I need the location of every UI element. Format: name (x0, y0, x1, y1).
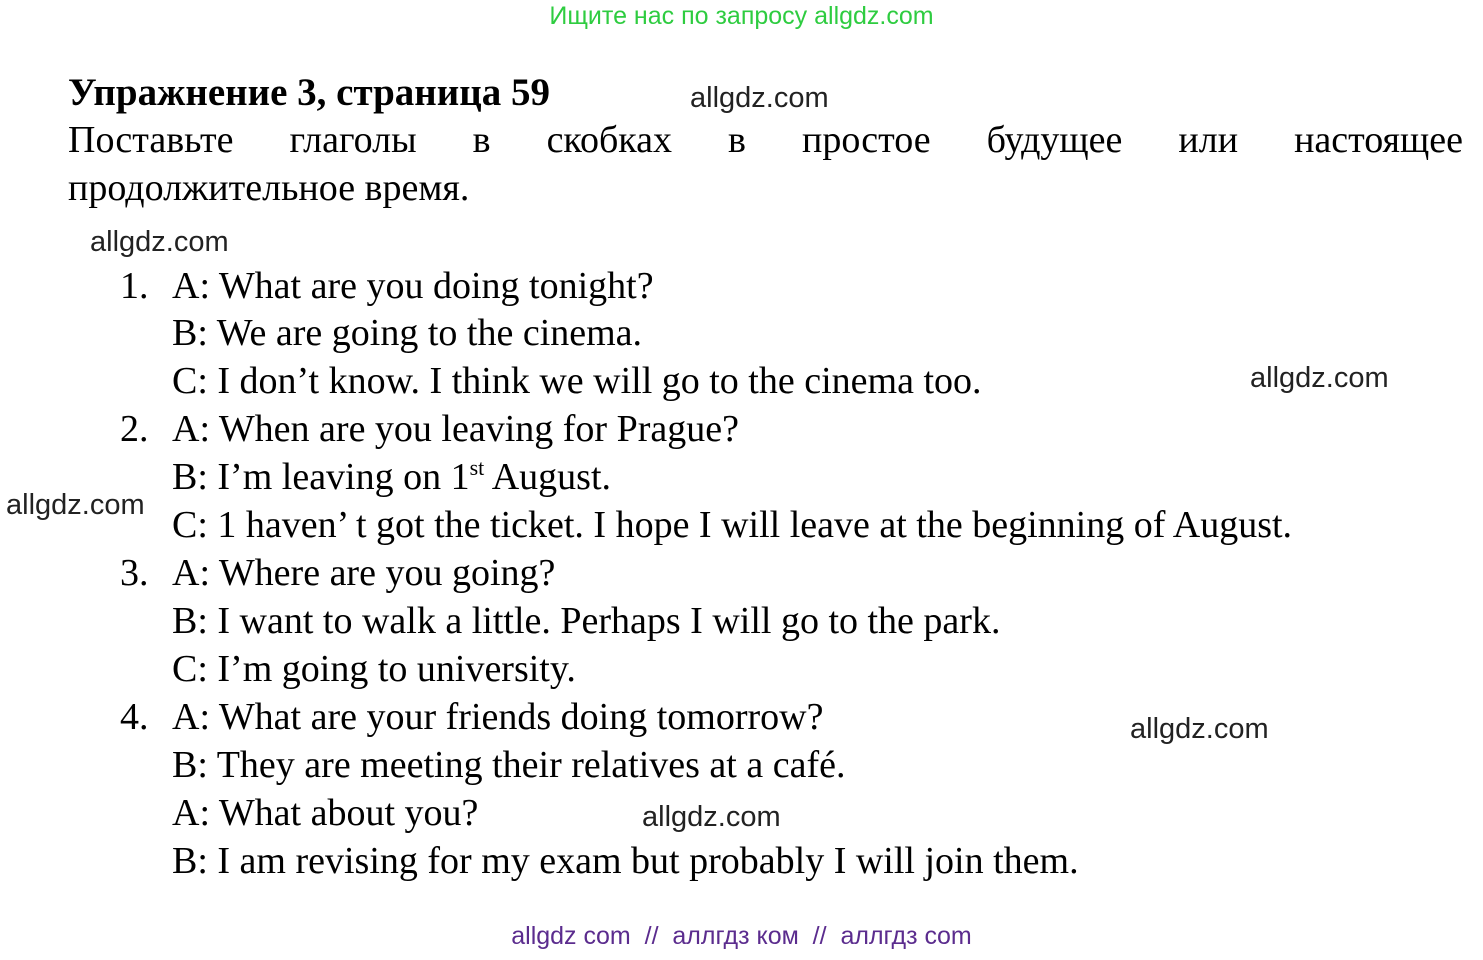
watermark: allgdz.com (1250, 362, 1389, 394)
exercise-title: Упражнение 3, страница 59 (68, 71, 550, 114)
item-number: 1. (120, 265, 149, 307)
dialogue-line-with-date (172, 455, 611, 499)
dialogue-line: B: I am revising for my exam but probably I will join them. (172, 840, 1079, 882)
watermark: allgdz.com (90, 226, 229, 258)
instruction-line-1: Поставьте глаголы в скобках в простое будущее или настоящее (68, 119, 1463, 161)
item-number: 3. (120, 552, 149, 594)
dialogue-line: B: They are meeting their relatives at a café. (172, 744, 846, 786)
footer-links: allgdz com // аллгдз ком // аллгдз com (511, 922, 972, 950)
watermark: allgdz.com (1130, 713, 1269, 745)
item-number: 2. (120, 408, 149, 450)
top-banner: Ищите нас по запросу allgdz.com (549, 2, 934, 30)
ordinal-superscript: st (469, 455, 485, 480)
dialogue-line: B: We are going to the cinema. (172, 312, 643, 354)
watermark: allgdz.com (6, 489, 145, 521)
dialogue-line: A: Where are you going? (172, 552, 556, 594)
item-number: 4. (120, 696, 149, 738)
dialogue-line: A: What are your friends doing tomorrow? (172, 696, 824, 738)
dialogue-line: C: I don’t know. I think we will go to the cinema too. (172, 360, 982, 402)
dialogue-line: B: I want to walk a little. Perhaps I will go to the park. (172, 600, 1001, 642)
dialogue-line: A: When are you leaving for Prague? (172, 408, 739, 450)
dialogue-line-text: B: I’m leaving on 1 (172, 456, 470, 498)
watermark: allgdz.com (642, 801, 781, 833)
dialogue-line: C: I’m going to university. (172, 648, 576, 690)
dialogue-line-text: August. (484, 456, 612, 498)
dialogue-line: C: 1 haven’ t got the ticket. I hope I will leave at the beginning of August. (172, 504, 1293, 546)
dialogue-line: A: What about you? (172, 792, 479, 834)
dialogue-line: A: What are you doing tonight? (172, 265, 654, 307)
instruction-line-2: продолжительное время. (68, 167, 470, 209)
watermark: allgdz.com (690, 82, 829, 114)
